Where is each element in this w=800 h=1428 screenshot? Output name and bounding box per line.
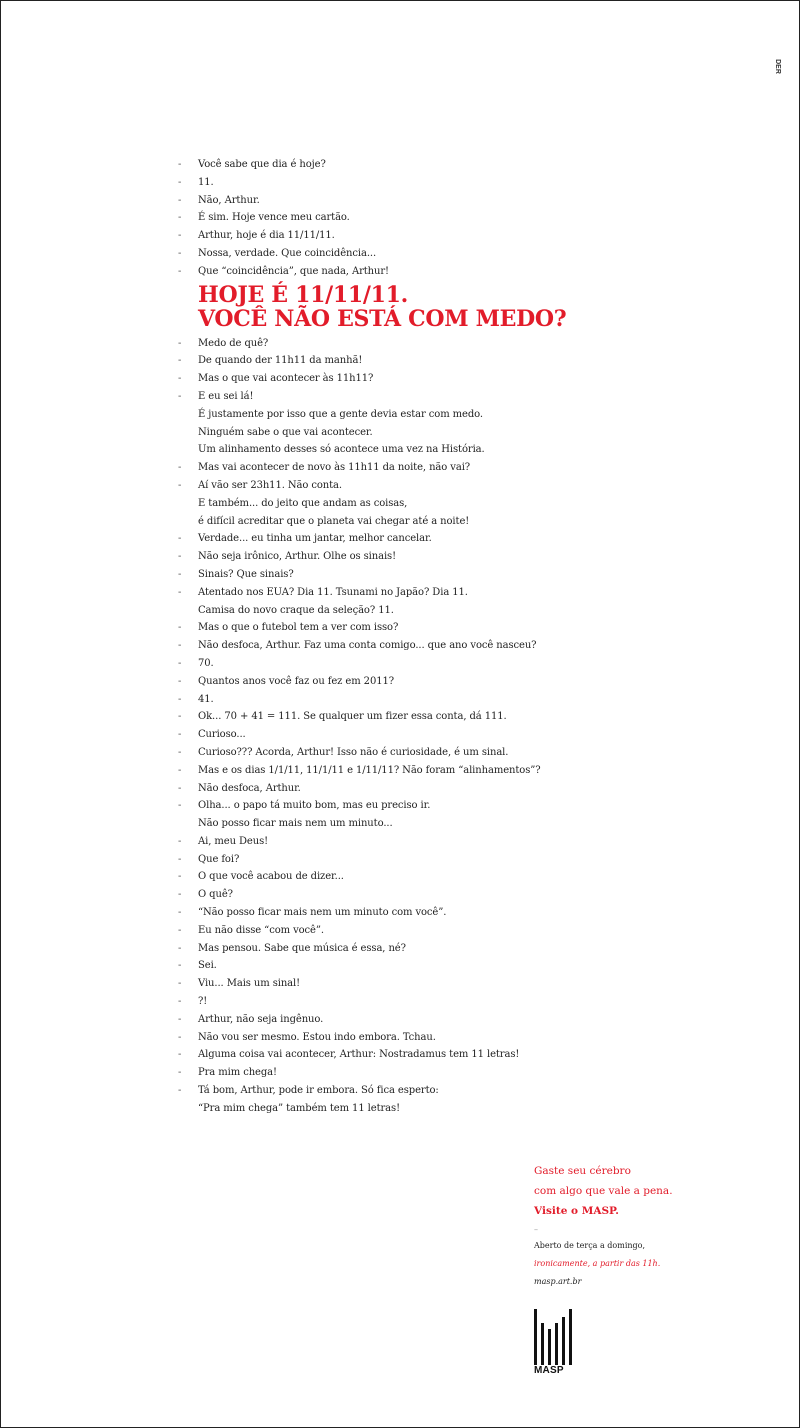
dialogue-text: Não, Arthur. — [198, 194, 260, 206]
dialogue-text: Você sabe que dia é hoje? — [198, 159, 326, 170]
dialogue-line — [178, 209, 618, 227]
dialogue-line — [178, 1011, 618, 1029]
dialogue-text: Sei. — [198, 960, 217, 972]
dialogue-dash: - — [178, 1031, 182, 1043]
dialogue-line — [178, 922, 618, 940]
dialogue-text: O que você acabou de dizer... — [198, 871, 344, 883]
dialogue-text: Ninguém sabe o que vai acontecer. — [198, 426, 373, 438]
dialogue-dash: - — [178, 265, 182, 277]
dialogue-text: É sim. Hoje vence meu cartão. — [198, 212, 350, 224]
dialogue-line — [178, 602, 618, 620]
dialogue-dash: - — [178, 247, 182, 259]
dialogue-line — [178, 815, 618, 833]
dialogue-dash: - — [178, 924, 182, 936]
dialogue-text: Quantos anos você faz ou fez em 2011? — [198, 675, 394, 687]
dialogue-text: Aí vão ser 23h11. Não conta. — [198, 479, 342, 491]
dialogue-dash: - — [178, 159, 182, 170]
dialogue-line — [178, 993, 618, 1011]
dialogue-line — [178, 477, 618, 495]
dialogue-text: Verdade... eu tinha um jantar, melhor cancelar. — [198, 533, 432, 545]
dialogue-dash: - — [178, 194, 182, 206]
dialogue-dash: - — [178, 782, 182, 794]
tagline-line-2: com algo que vale a pena. — [534, 1185, 673, 1197]
dialogue-dash: - — [178, 586, 182, 598]
dialogue-text: Não desfoca, Arthur. Faz uma conta comigo... que ano você nasceu? — [198, 640, 537, 652]
dialogue-text: É justamente por isso que a gente devia estar com medo. — [198, 408, 483, 420]
dialogue-line — [178, 566, 618, 584]
dialogue-dash: - — [178, 462, 182, 474]
dialogue-dash: - — [178, 212, 182, 224]
dialogue-line — [178, 762, 618, 780]
dialogue-line — [178, 637, 618, 655]
dialogue-text: Camisa do novo craque da seleção? 11. — [198, 604, 394, 616]
dialogue-line — [178, 904, 618, 922]
dialogue-dash: - — [178, 176, 182, 188]
dialogue-line — [178, 174, 618, 192]
headline — [198, 283, 618, 331]
dialogue-text: Curioso... — [198, 729, 246, 741]
dialogue-dash: - — [178, 800, 182, 812]
dialogue-line — [178, 1029, 618, 1047]
dialogue-text: Arthur, hoje é dia 11/11/11. — [198, 230, 335, 242]
dialogue-line — [178, 1082, 618, 1100]
dialogue-line — [178, 227, 618, 245]
dialogue-line — [178, 726, 618, 744]
dialogue-text: 11. — [198, 176, 214, 188]
opening-hours: Aberto de terça a domingo, — [534, 1241, 646, 1250]
dialogue-line — [178, 673, 618, 691]
dialogue-line — [178, 851, 618, 869]
website-url: masp.art.br — [534, 1277, 582, 1286]
dialogue-text: Não desfoca, Arthur. — [198, 782, 301, 794]
dialogue-line — [178, 780, 618, 798]
dialogue-line — [178, 388, 618, 406]
dialogue-dash: - — [178, 1013, 182, 1025]
dialogue-text: Ai, meu Deus! — [198, 835, 269, 847]
dialogue-text: “Pra mim chega” também tem 11 letras! — [198, 1102, 400, 1114]
dialogue-dash: - — [178, 675, 182, 687]
dialogue-dash: - — [178, 1085, 182, 1097]
dialogue-dash: - — [178, 533, 182, 545]
dialogue-dash: - — [178, 373, 182, 385]
dialogue-dash: - — [178, 907, 182, 919]
dialogue-line — [178, 459, 618, 477]
dialogue-line — [178, 691, 618, 709]
dialogue-line — [178, 192, 618, 210]
dialogue-dash: - — [178, 978, 182, 990]
dialogue-dash: - — [178, 871, 182, 883]
dialogue-line — [178, 370, 618, 388]
dialogue-line — [178, 441, 618, 459]
dialogue-text: E eu sei lá! — [198, 390, 254, 402]
dialogue-text: Mas o que vai acontecer às 11h11? — [198, 373, 374, 385]
dialogue-line — [178, 744, 618, 762]
dialogue-dash: - — [178, 355, 182, 367]
dialogue-dash: - — [178, 764, 182, 776]
dialogue-text: Viu... Mais um sinal! — [198, 978, 301, 990]
dialogue-line — [178, 495, 618, 513]
dialogue-line — [178, 655, 618, 673]
dialogue-dash: - — [178, 996, 182, 1008]
dialogue-line — [178, 940, 618, 958]
dialogue-line — [178, 1046, 618, 1064]
dialogue-text: Pra mim chega! — [198, 1067, 277, 1079]
dialogue-text: Tá bom, Arthur, pode ir embora. Só fica esperto: — [198, 1085, 439, 1097]
dialogue-dash: - — [178, 622, 182, 634]
dialogue-dash: - — [178, 693, 182, 705]
dialogue-text: Alguma coisa vai acontecer, Arthur: Nostradamus tem 11 letras! — [198, 1049, 520, 1061]
call-to-action — [534, 1161, 734, 1291]
dialogue-text: ?! — [198, 996, 208, 1008]
dialogue-line — [178, 245, 618, 263]
dialogue-line — [178, 868, 618, 886]
dialogue-line — [178, 797, 618, 815]
opening-hours-italic: ironicamente, a partir das 11h. — [534, 1259, 661, 1268]
dialogue-text: Atentado nos EUA? Dia 11. Tsunami no Japão? Dia 11. — [198, 586, 468, 598]
dialogue-dash: - — [178, 835, 182, 847]
dialogue-dash: - — [178, 942, 182, 954]
dialogue-dash: - — [178, 711, 182, 723]
dialogue-text: De quando der 11h11 da manhã! — [198, 355, 363, 367]
dialogue-text: Mas o que o futebol tem a ver com isso? — [198, 622, 399, 634]
dialogue-before — [178, 156, 618, 281]
dialogue-line — [178, 335, 618, 353]
dialogue-text: Nossa, verdade. Que coincidência... — [198, 247, 377, 259]
dialogue-line — [178, 957, 618, 975]
dialogue-line — [178, 548, 618, 566]
dialogue-text: Não posso ficar mais nem um minuto... — [198, 818, 393, 830]
dialogue-line — [178, 263, 618, 281]
dialogue-text: Não vou ser mesmo. Estou indo embora. Tchau. — [198, 1031, 436, 1043]
dialogue-text: O quê? — [198, 889, 233, 901]
dialogue-dash: - — [178, 640, 182, 652]
dialogue-text: Olha... o papo tá muito bom, mas eu preciso ir. — [198, 800, 431, 812]
dialogue-text: Medo de quê? — [198, 337, 269, 349]
dialogue-line — [178, 708, 618, 726]
dialogue-text: Mas pensou. Sabe que música é essa, né? — [198, 942, 406, 954]
dialogue-after — [178, 335, 618, 1118]
dialogue-text: 41. — [198, 693, 214, 705]
dialogue-line — [178, 619, 618, 637]
dialogue-dash: - — [178, 551, 182, 563]
dialogue-dash: - — [178, 568, 182, 580]
folio-code: DER — [774, 59, 782, 74]
dialogue-text: Mas vai acontecer de novo às 11h11 da noite, não vai? — [198, 462, 471, 474]
dialogue-text: E também... do jeito que andam as coisas, — [198, 497, 408, 509]
dialogue-dash: - — [178, 230, 182, 242]
dialogue-text: “Não posso ficar mais nem um minuto com você”. — [198, 907, 447, 919]
dialogue-line — [178, 513, 618, 531]
dialogue-dash: - — [178, 960, 182, 972]
masp-logo-icon — [534, 1309, 574, 1365]
dialogue-line — [178, 530, 618, 548]
dialogue — [178, 156, 618, 1118]
dialogue-text: Eu não disse “com você”. — [198, 924, 324, 936]
dialogue-dash: - — [178, 746, 182, 758]
dialogue-text: é difícil acreditar que o planeta vai chegar até a noite! — [198, 515, 470, 527]
dialogue-text: Não seja irônico, Arthur. Olhe os sinais! — [198, 551, 397, 563]
dialogue-dash: - — [178, 1049, 182, 1061]
masp-logo-text: MASP — [534, 1365, 564, 1376]
dialogue-text: Que foi? — [198, 853, 240, 865]
dialogue-dash: - — [178, 390, 182, 402]
dialogue-line — [178, 352, 618, 370]
dialogue-text: Arthur, não seja ingênuo. — [198, 1013, 324, 1025]
dialogue-text: Mas e os dias 1/1/11, 11/1/11 e 1/11/11? Não foram “alinhamentos”? — [198, 764, 541, 776]
dialogue-line — [178, 156, 618, 174]
dialogue-line — [178, 975, 618, 993]
visit-masp: Visite o MASP. — [534, 1205, 619, 1217]
tagline-line-1: Gaste seu cérebro — [534, 1165, 631, 1177]
dialogue-line — [178, 1100, 618, 1118]
dialogue-dash: - — [178, 889, 182, 901]
dialogue-text: 70. — [198, 657, 214, 669]
dialogue-line — [178, 406, 618, 424]
dialogue-line — [178, 886, 618, 904]
headline-line-1: HOJE É 11/11/11. — [198, 281, 408, 308]
dialogue-dash: - — [178, 337, 182, 349]
dialogue-line — [178, 584, 618, 602]
dialogue-dash: - — [178, 657, 182, 669]
dialogue-dash: - — [178, 479, 182, 491]
dialogue-line — [178, 833, 618, 851]
headline-line-2: VOCÊ NÃO ESTÁ COM MEDO? — [198, 305, 567, 332]
dialogue-line — [178, 424, 618, 442]
dialogue-line — [178, 1064, 618, 1082]
masp-logo — [534, 1309, 574, 1376]
dialogue-text: Curioso??? Acorda, Arthur! Isso não é curiosidade, é um sinal. — [198, 746, 509, 758]
cta-separator: – — [534, 1225, 538, 1234]
dialogue-text: Sinais? Que sinais? — [198, 568, 294, 580]
dialogue-dash: - — [178, 1067, 182, 1079]
dialogue-text: Ok... 70 + 41 = 111. Se qualquer um fizer essa conta, dá 111. — [198, 711, 507, 723]
dialogue-dash: - — [178, 853, 182, 865]
dialogue-text: Um alinhamento desses só acontece uma vez na História. — [198, 444, 485, 456]
dialogue-text: Que “coincidência”, que nada, Arthur! — [198, 265, 389, 277]
dialogue-dash: - — [178, 729, 182, 741]
